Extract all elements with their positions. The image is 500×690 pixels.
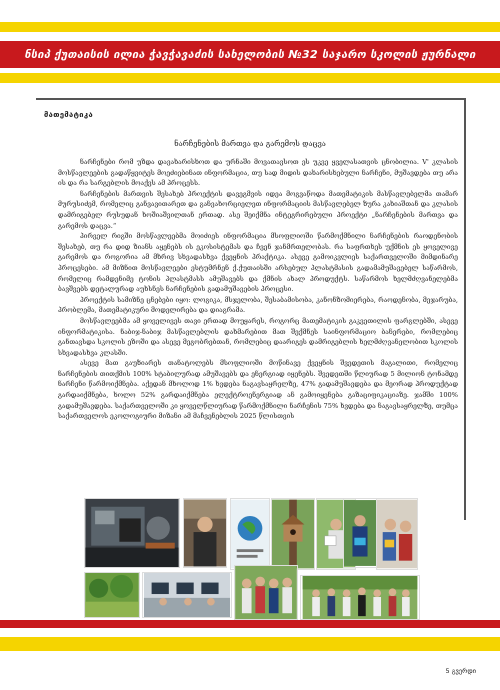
worker-photo bbox=[183, 498, 227, 568]
kids-books-photo bbox=[376, 498, 418, 570]
section-label: მათემატიკა bbox=[44, 110, 93, 119]
paragraph: პირველ რიგში მოსწავლეებმა მოიძიეს ინფორმაცია მსოფლიოში წარმოქმნილი ნარჩენების რაოდენობის შესახებ, თუ რა დიდ ზიანს აყენებს ის ეკოსისტემას და ჩვენ ჯანმრთელობას. რა საფრთხეს უქმნის ეს ყოველივე გარემოს და როგორია ამ მხრივ სხვადასხვა ქვეყნის პრაქტიკა. ასევე გამოიკვლიეს საქართველოში მიმდინარე პროცესები. ამ მიზნით მოსწავლეები ესტუმრნენ ქ.ქუთაისში არსებულ პლასტმასის გადამამუშავებელ საწარმოს, რომელიც რამდენიმე ტონის პლასტმასს ამუშავებს და ქმნის ახალ პროდუქტს. საწარმოს ხელმძღვანელებმა ბავშვებს დეტალურად აუხსნეს ნარჩენების გადამუშავების პროცესი. bbox=[58, 232, 458, 294]
poster-photo bbox=[230, 498, 270, 570]
factory-machine-photo bbox=[84, 498, 180, 568]
paragraph: მოსწავლეებმა ამ ყოველივეს თავი ერთად მოუყარეს, როგორც მათემატიკის გაკვეთილის ფარგლებში, ასევე ინფორმატიკისა. ნაბიჯ-ნაბიჯ მასწავლებლის დახმარებით მათ შექმნეს საინფორმაციო ბანერები, რომლებიც განთავსდა სკოლის ეზოში და ასევე მეგობრებთან, რომლებიც დაარიგეს დამრიგებლის ხელმძღვანელობით სკოლის სხვადასხვა კლასში. bbox=[58, 316, 458, 357]
paragraph: ნარჩენები რომ უზდა დავახარისხოთ და ურნაში მოვათავსოთ ეს უკვე ყველასათვის ცნობილია. V' კლასის მოსწავლეების გადაწყვიტეს მოეძიებინათ ინფორმაცია, თუ სად მიდის დახარისხებული ნარჩენი, მუშავდება თუ არა ის და რა სარგებლის მოაქვს ამ პროცესს. bbox=[58, 158, 458, 188]
birdhouse-photo bbox=[271, 498, 315, 570]
class-portrait-photo bbox=[300, 575, 420, 620]
paragraph: პროექტის სამიზნე ცნებები იყო: ლოგიკა, მსჯელობა, შესაბამისობა, კანონზომიერება, რაოდენობა, მეჯარუბა, პრობლემა, მათემატიკური მოდელირება და დიაგრამა. bbox=[58, 295, 458, 315]
paragraph: ნარჩენების მართვის შესახებ პროექტის დავეგმვის იდეა მოგვაწოდა მათემატიკის მასწავლებელმა თამარ მურუსიძემ, რომელიც განვავითარეთ და განვახორციელეთ ინფორმაციის მასწავლებელ ზურა კახიაშთან და კლასის დამრიგებელ რუსუდან ხოშიაშვილთან ერთად. ასე შეიქმნა ინტეგრირებული პროექტი „ნარჩენების მართვა და გარემოს დაცვა.“ bbox=[58, 189, 458, 230]
journal-title: ნსიპ ქუთაისის ილია ჭავჭავაძის სახელობის №32 საჯარო სკოლის ჟურნალი bbox=[24, 48, 476, 61]
bottom-red-band bbox=[0, 620, 500, 628]
page-number: 5 გვერდი bbox=[445, 667, 476, 675]
park-photo bbox=[84, 572, 140, 618]
paragraph: ასევე მათ გაუზიარეს თანატოლებს მსოფლიოში მოწინავე ქვეყნის შვედეთის მაგალითი, რომელიც ნარჩენების თითქმის 100% სტაბილურად ამუშავებს და ენერგიად იყენებს. შვედეთში წლიურად 5 მილიონ ტონამდე ნარჩენი წარმოიქმნება. აქედან მხოლოდ 1% ხვდება ნაგავსაყრელზე, 47% გადამუშავდება და მეორად პროდუქტად გარდაიქმნება, ხოლო 52% გარდაიქმნება ელექტროენერგიად ან გამოიყენება გაზაციფიკაციაზე. ჯამში 100% გადამუშავდება. საქართველოში კი ყოველწლიურად წარმოქმნილი ნარჩენის 75% ხვდება და ნაგავსაყრელზე, თუმცა საქართველოს ეკოლოგიური მიზანი ამ მაჩვენებლის 2025 წლისთვის bbox=[58, 359, 458, 421]
article-title: ნარჩენების მართვა და გარემოს დაცვა bbox=[174, 139, 326, 148]
bottom-yellow-band bbox=[0, 637, 500, 651]
student-group-photo bbox=[234, 565, 298, 620]
classroom-computers-photo bbox=[142, 572, 232, 618]
teacher-photo bbox=[343, 498, 377, 568]
